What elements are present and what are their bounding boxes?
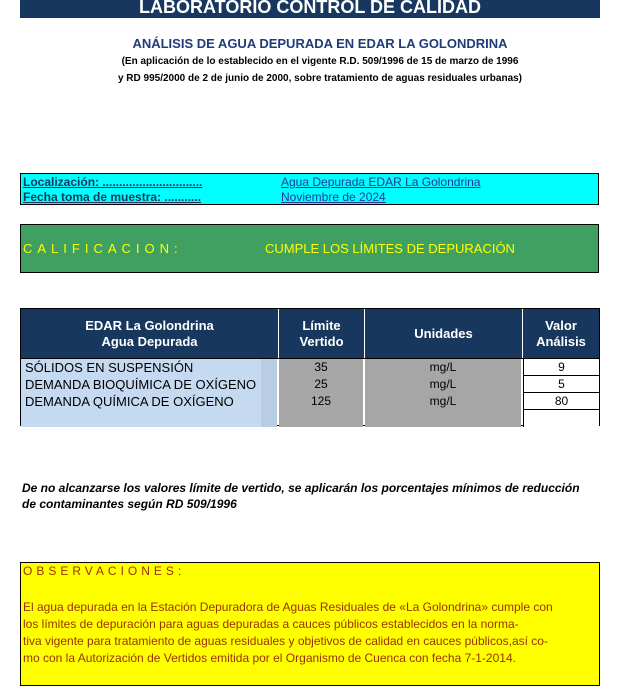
header-unidades bbox=[365, 309, 523, 358]
table-row bbox=[21, 359, 599, 376]
row-limite: 125 bbox=[279, 393, 363, 410]
obs-line-3: tiva vigente para tratamiento de aguas residuales y objetivos de calidad en cauces públicos,así co- bbox=[23, 634, 548, 648]
location-box bbox=[20, 173, 599, 205]
row-unidades-empty bbox=[365, 410, 521, 427]
row-limite: 35 bbox=[279, 359, 363, 376]
row-valor: 80 bbox=[523, 393, 599, 410]
row-limite-empty bbox=[279, 410, 363, 427]
obs-line-2: los límites de depuración para aguas depuradas a cauces públicos establecidos en la norma- bbox=[23, 617, 519, 631]
row-valor: 5 bbox=[523, 376, 599, 393]
banner-title: LABORATORIO CONTROL DE CALIDAD bbox=[139, 0, 481, 17]
header-valor bbox=[523, 309, 599, 358]
header-parametro bbox=[21, 309, 279, 358]
table-row bbox=[21, 376, 599, 393]
obs-line-1: El agua depurada en la Estación Depuradora de Aguas Residuales de «La Golondrina» cumple con bbox=[23, 600, 553, 614]
row-unidades: mg/L bbox=[365, 393, 521, 410]
calificacion-box bbox=[20, 224, 599, 273]
header-limite-line2: Vertido bbox=[299, 333, 344, 349]
legal-line-1: (En aplicación de lo establecido en el vigente R.D. 509/1996 de 15 de marzo de 1996 bbox=[121, 56, 519, 67]
header-parametro-line1: EDAR La Golondrina bbox=[85, 317, 214, 333]
calificacion-value: CUMPLE LOS LÍMITES DE DEPURACIÓN bbox=[265, 241, 515, 256]
row-valor-empty bbox=[523, 410, 599, 427]
note-line-1: De no alcanzarse los valores límite de vertido, se aplicarán los porcentajes mínimos de reducción bbox=[22, 481, 580, 495]
observaciones-box bbox=[20, 562, 600, 686]
row-valor: 9 bbox=[523, 359, 599, 376]
results-table bbox=[20, 308, 600, 426]
observaciones-label: OBSERVACIONES: bbox=[23, 564, 186, 578]
observaciones-text bbox=[23, 599, 598, 667]
table-row bbox=[21, 393, 599, 410]
header-limite-line1: Límite bbox=[302, 317, 341, 333]
localizacion-value: Agua Depurada EDAR La Golondrina bbox=[281, 175, 481, 189]
header-unidades-text: Unidades bbox=[414, 325, 473, 341]
row-limite: 25 bbox=[279, 376, 363, 393]
header-parametro-line2: Agua Depurada bbox=[101, 333, 198, 349]
localizacion-label: Localización: .............................. bbox=[23, 175, 203, 189]
header-limite bbox=[279, 309, 365, 358]
note-line-2: de contaminantes según RD 509/1996 bbox=[22, 497, 237, 511]
row-unidades: mg/L bbox=[365, 376, 521, 393]
row-parametro: SÓLIDOS EN SUSPENSIÓN bbox=[21, 359, 261, 376]
row-parametro: DEMANDA QUÍMICA DE OXÍGENO bbox=[21, 393, 261, 410]
calificacion-label: CALIFICACION: bbox=[23, 241, 183, 256]
table-row-empty bbox=[21, 410, 599, 427]
header-valor-line1: Valor bbox=[545, 317, 577, 333]
row-unidades: mg/L bbox=[365, 359, 521, 376]
row-parametro-empty bbox=[21, 410, 261, 427]
obs-line-4: mo con la Autorización de Vertidos emitida por el Organismo de Cuenca con fecha 7-1-2014. bbox=[23, 651, 516, 665]
lab-banner bbox=[20, 0, 600, 18]
legal-line-2: y RD 995/2000 de 2 de junio de 2000, sobre tratamiento de aguas residuales urbanas) bbox=[117, 73, 523, 84]
report-subtitle: ANÁLISIS DE AGUA DEPURADA EN EDAR LA GOLONDRINA bbox=[132, 36, 508, 51]
fecha-label: Fecha toma de muestra: ........... bbox=[23, 190, 202, 204]
fecha-value: Noviembre de 2024 bbox=[281, 190, 386, 204]
row-parametro: DEMANDA BIOQUÍMICA DE OXÍGENO bbox=[21, 376, 261, 393]
header-valor-line2: Análisis bbox=[536, 333, 586, 349]
reduction-note bbox=[22, 480, 632, 512]
